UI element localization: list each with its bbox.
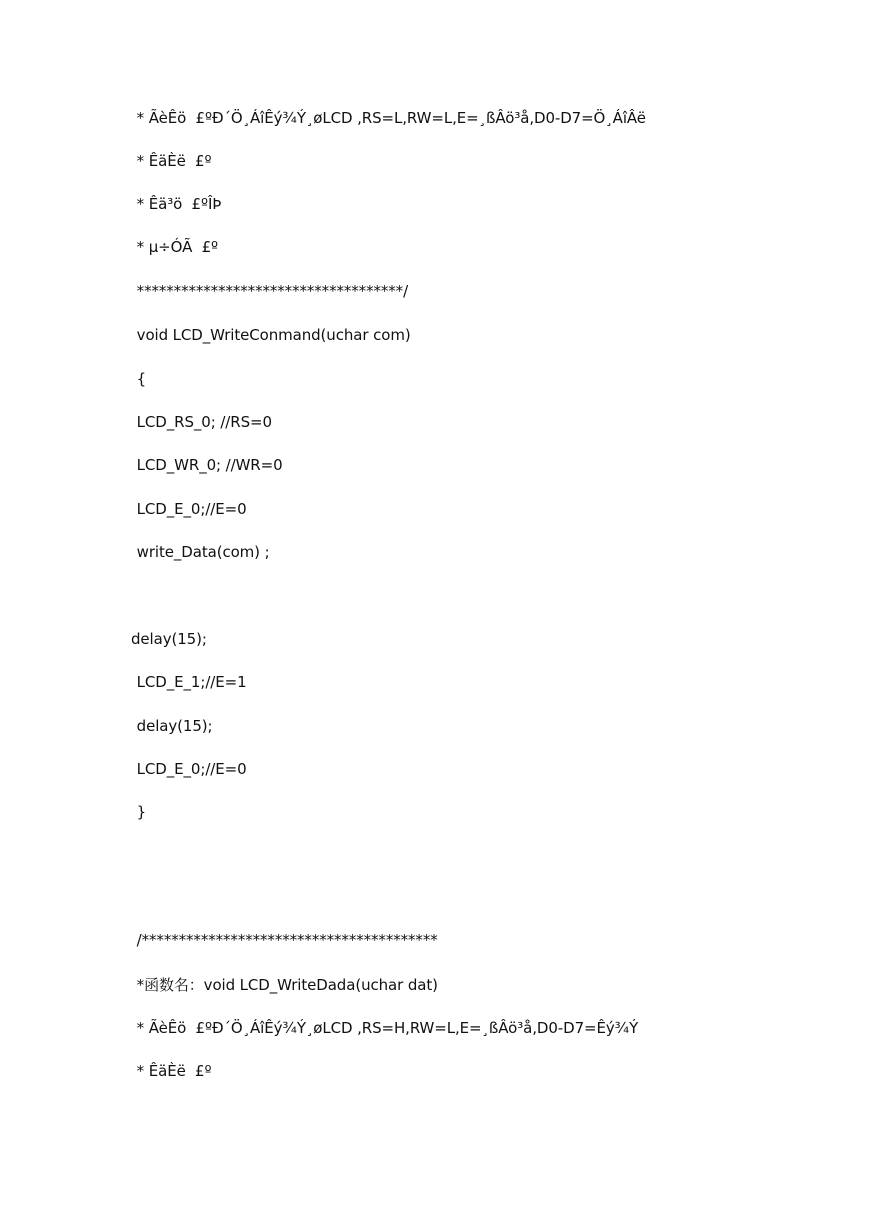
comment-block-end: ************************************/ (132, 282, 409, 300)
code-line-e-high: LCD_E_1;//E=1 (132, 673, 247, 691)
code-line-delay-2: delay(15); (132, 717, 213, 735)
code-line-delay-1: delay(15); (131, 630, 207, 648)
open-brace: { (132, 370, 147, 388)
code-line-wr: LCD_WR_0; //WR=0 (132, 456, 283, 474)
comment-line-input-2: * ÊäÈë £º (132, 1062, 212, 1080)
function-signature-write-command: void LCD_WriteConmand(uchar com) (132, 326, 411, 344)
comment-block-start: /**************************************** (132, 931, 438, 949)
comment-line-description: * ÃèÊö £ºÐ´Ö¸ÁîÊý¾Ý¸øLCD ,RS=L,RW=L,E=¸ßÂö³å,D0-D7=Ö¸ÁîÂë (132, 109, 646, 127)
code-line-e-low-2: LCD_E_0;//E=0 (132, 760, 247, 778)
comment-line-description-2: * ÃèÊö £ºÐ´Ö¸ÁîÊý¾Ý¸øLCD ,RS=H,RW=L,E=¸ßÂö³å,D0-D7=Êý¾Ý (132, 1019, 639, 1037)
comment-line-call: * µ÷ÓÃ £º (132, 238, 218, 256)
comment-line-output: * Êä³ö £ºÎÞ (132, 195, 222, 213)
code-line-rs: LCD_RS_0; //RS=0 (132, 413, 272, 431)
comment-line-function-name: *函数名：void LCD_WriteDada(uchar dat) (132, 976, 438, 994)
code-line-e-low: LCD_E_0;//E=0 (132, 500, 247, 518)
comment-line-input: * ÊäÈë £º (132, 152, 212, 170)
close-brace: } (132, 803, 147, 821)
code-line-write-data: write_Data(com) ; (132, 543, 270, 561)
